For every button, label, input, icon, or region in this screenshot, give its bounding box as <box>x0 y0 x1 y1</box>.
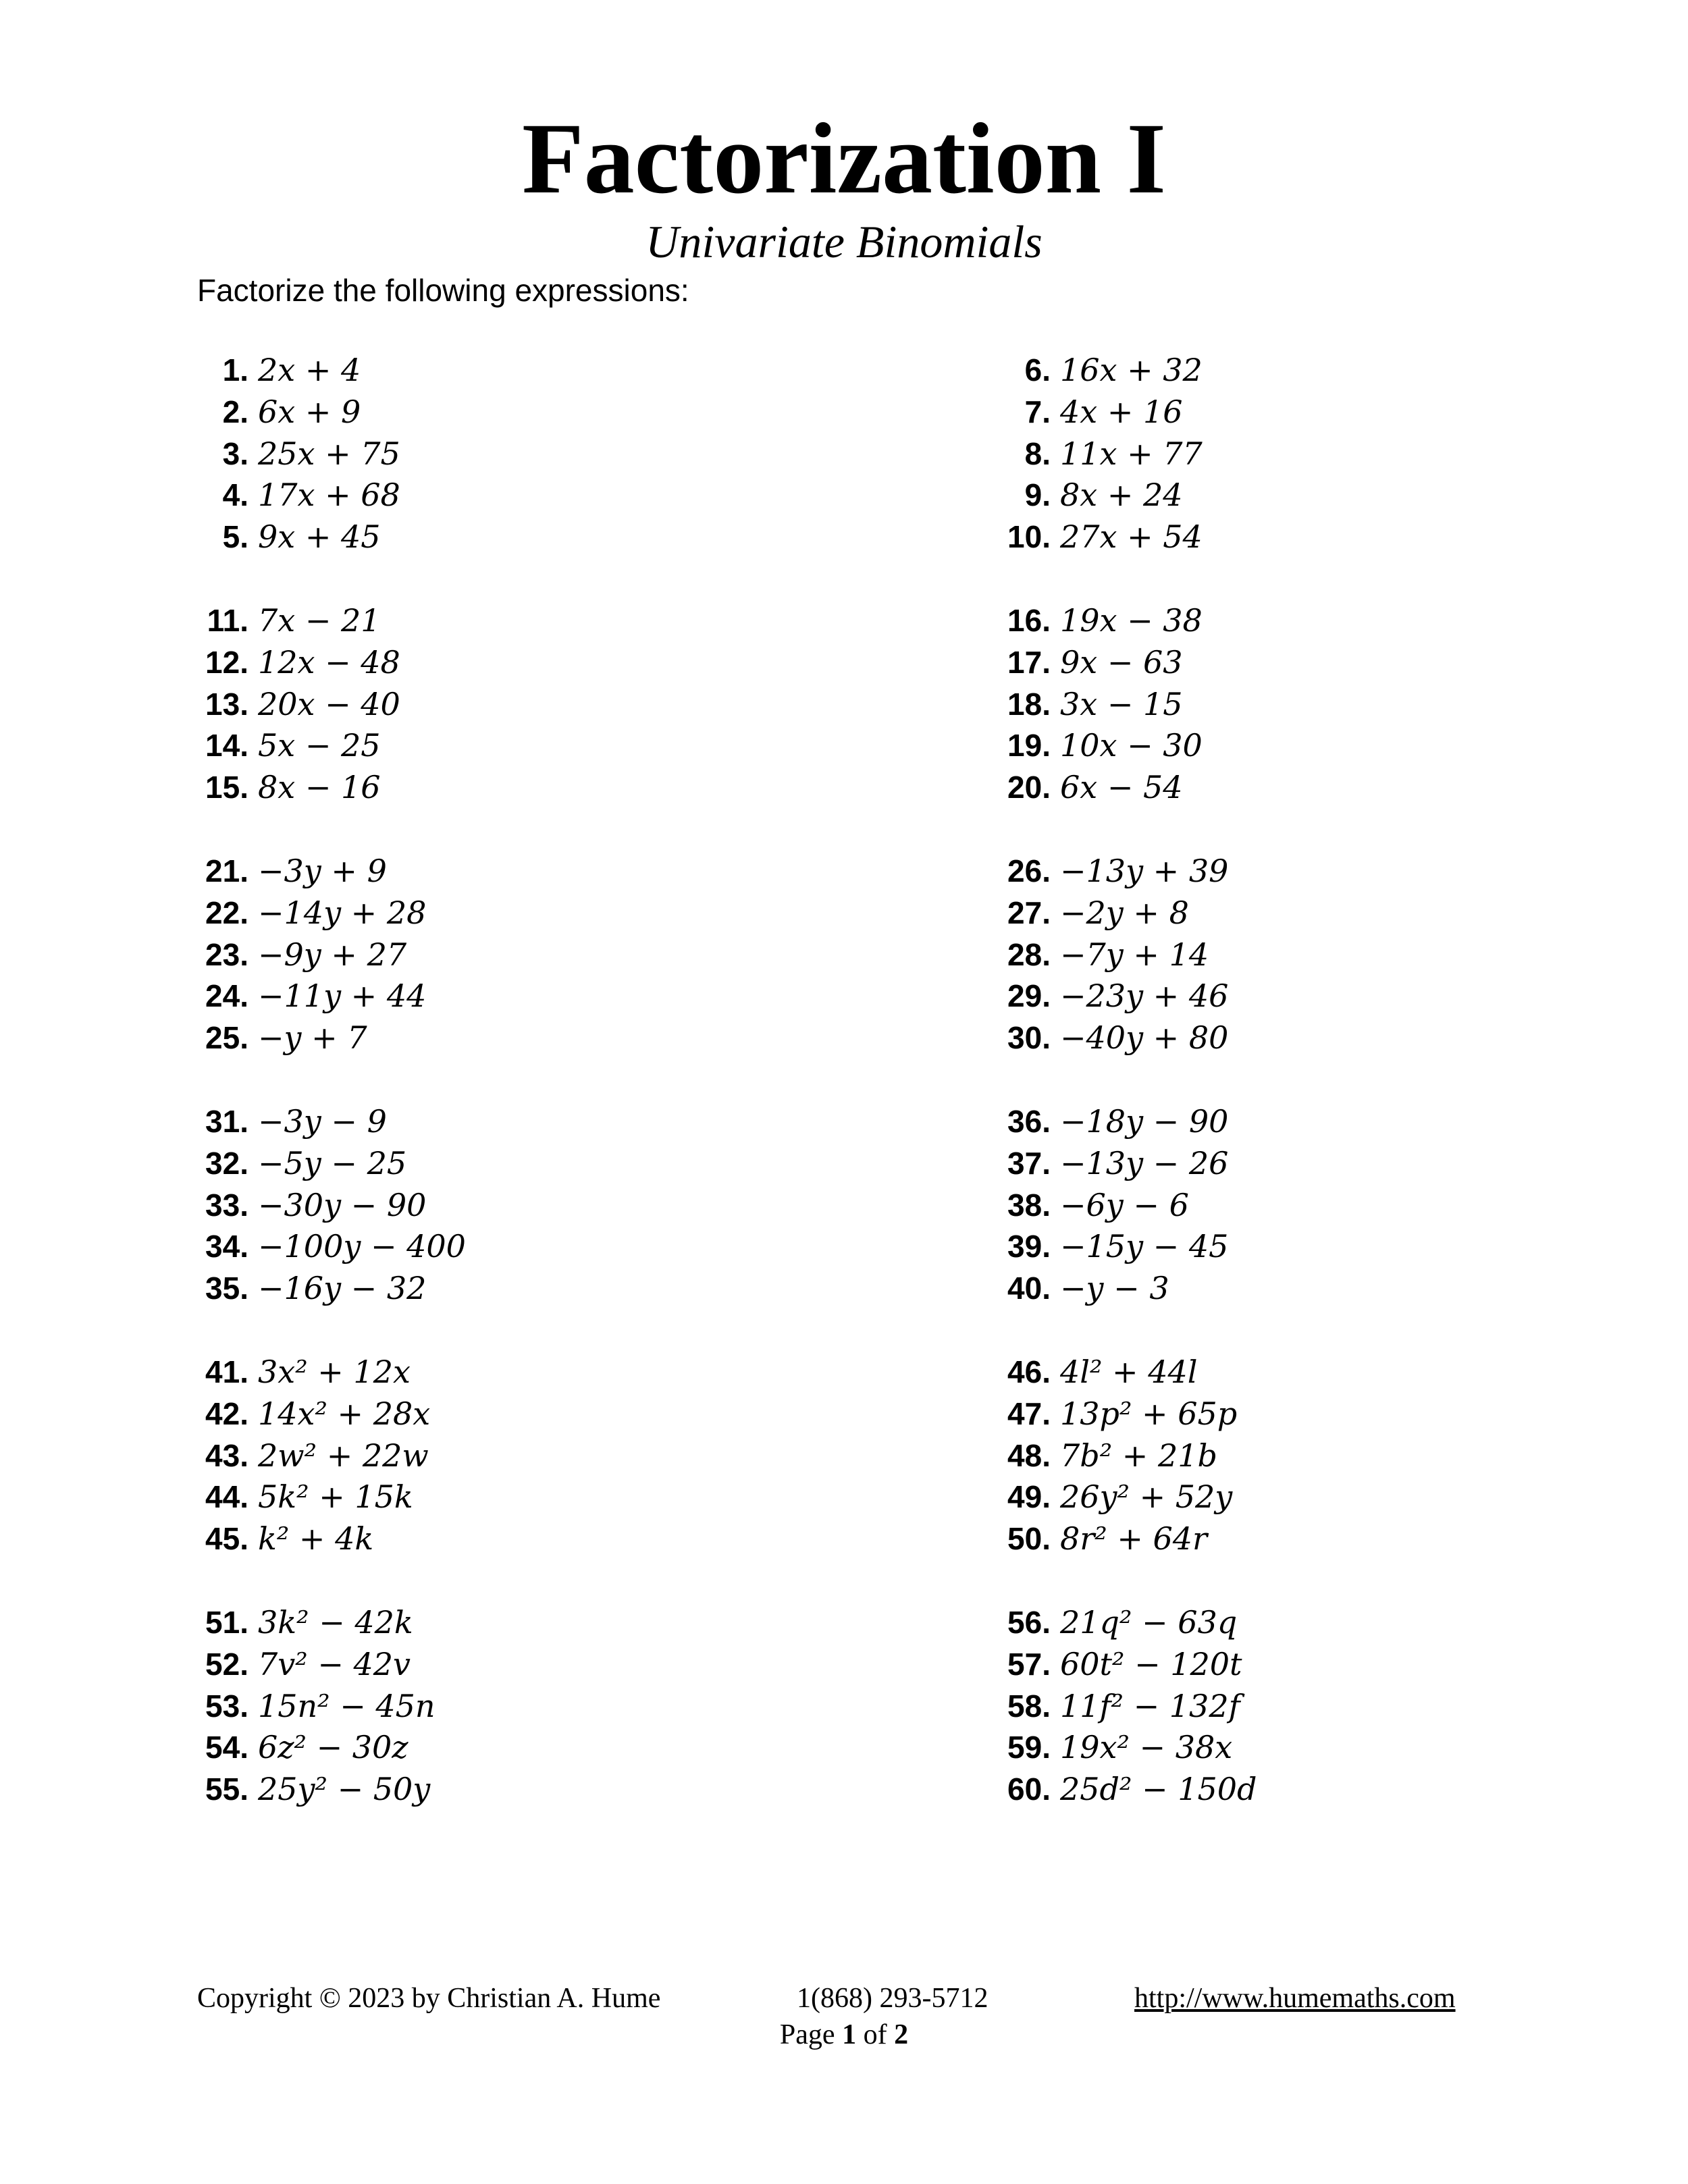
problem-number: 48. <box>1007 1437 1051 1473</box>
problem-number: 53. <box>205 1688 248 1724</box>
problem-expression: 6x − 54 <box>1060 769 1183 806</box>
problem-item <box>986 934 1593 976</box>
problem-number: 45. <box>205 1521 248 1557</box>
problem-number: 8. <box>1024 435 1051 471</box>
problem-item <box>197 767 805 809</box>
problem-number: 44. <box>205 1479 248 1515</box>
problem-item <box>197 350 805 392</box>
problem-group <box>197 350 805 558</box>
problem-number: 56. <box>1007 1604 1051 1640</box>
problem-item <box>197 1226 805 1268</box>
problem-item <box>197 976 805 1017</box>
problem-group <box>197 600 805 809</box>
problem-expression: 17x + 68 <box>258 477 400 514</box>
problem-expression: −y + 7 <box>258 1019 367 1057</box>
problem-expression: 12x − 48 <box>258 643 400 681</box>
left-problem-column <box>197 350 805 1853</box>
problem-item <box>197 1352 805 1393</box>
problem-number: 7. <box>1024 394 1051 429</box>
problem-number: 10. <box>1007 519 1051 555</box>
problem-item <box>197 725 805 767</box>
problem-expression: −13y + 39 <box>1060 852 1229 889</box>
problem-expression: −18y − 90 <box>1060 1102 1229 1140</box>
problem-group <box>197 851 805 1059</box>
problem-item <box>197 1602 805 1644</box>
problem-number: 5. <box>222 519 248 555</box>
problem-item <box>986 725 1593 767</box>
problem-expression: −14y + 28 <box>258 894 427 931</box>
page-number <box>0 2015 1688 2055</box>
problem-item <box>197 1769 805 1811</box>
problem-expression: 5x − 25 <box>258 727 381 764</box>
problem-expression: −23y + 46 <box>1060 978 1229 1015</box>
problem-item <box>986 1101 1593 1143</box>
problem-expression: −13y − 26 <box>1060 1144 1229 1181</box>
problem-expression: −9y + 27 <box>258 936 407 973</box>
problem-item <box>197 1727 805 1769</box>
phone-number: 1(868) 293-5712 <box>797 1983 988 2014</box>
problem-item <box>197 893 805 934</box>
problem-item <box>197 1518 805 1560</box>
problem-number: 26. <box>1007 853 1051 888</box>
problem-group <box>986 851 1593 1059</box>
problem-number: 27. <box>1007 895 1051 930</box>
problem-expression: 2w² + 22w <box>258 1437 429 1474</box>
problem-group <box>986 350 1593 558</box>
problem-expression: 21q² − 63q <box>1060 1603 1238 1641</box>
problem-item <box>986 767 1593 809</box>
problem-number: 9. <box>1024 477 1051 513</box>
problem-expression: 8x + 24 <box>1060 477 1183 514</box>
problem-number: 15. <box>205 770 248 805</box>
problem-number: 14. <box>205 728 248 764</box>
problem-number: 25. <box>205 1020 248 1056</box>
problem-number: 29. <box>1007 978 1051 1014</box>
problem-expression: 16x + 32 <box>1060 352 1203 388</box>
problem-item <box>197 684 805 726</box>
problem-expression: −7y + 14 <box>1060 936 1209 973</box>
problem-item <box>197 392 805 433</box>
problem-expression: 25d² − 150d <box>1060 1771 1257 1808</box>
problem-expression: 15n² − 45n <box>258 1687 436 1724</box>
problem-number: 13. <box>205 686 248 722</box>
problem-number: 32. <box>205 1145 248 1181</box>
problem-number: 54. <box>205 1730 248 1765</box>
problem-number: 2. <box>222 394 248 429</box>
problem-expression: 19x − 38 <box>1060 602 1203 639</box>
problem-item <box>986 1644 1593 1686</box>
problem-expression: −16y − 32 <box>258 1270 427 1307</box>
problem-item <box>986 851 1593 893</box>
problem-expression: 19x² − 38x <box>1060 1729 1233 1766</box>
problem-item <box>986 684 1593 726</box>
problem-item <box>197 1017 805 1059</box>
page-of: of <box>863 2019 887 2050</box>
problem-number: 20. <box>1007 770 1051 805</box>
problem-expression: −3y + 9 <box>258 852 387 889</box>
problem-expression: −30y − 90 <box>258 1186 427 1223</box>
problem-group <box>986 1352 1593 1560</box>
problem-number: 33. <box>205 1187 248 1223</box>
problem-item <box>197 642 805 684</box>
problem-group <box>986 600 1593 809</box>
problem-expression: −5y − 25 <box>258 1144 407 1181</box>
problem-expression: 7v² − 42v <box>258 1645 411 1682</box>
problem-expression: 5k² + 15k <box>258 1479 413 1516</box>
problem-number: 19. <box>1007 728 1051 764</box>
problem-item <box>197 600 805 642</box>
problem-number: 39. <box>1007 1229 1051 1264</box>
problem-number: 36. <box>1007 1103 1051 1139</box>
problem-expression: 8x − 16 <box>258 769 381 806</box>
problem-expression: −2y + 8 <box>1060 894 1189 931</box>
problem-expression: 10x − 30 <box>1060 727 1203 764</box>
problem-expression: 3x² + 12x <box>258 1353 411 1390</box>
problem-number: 47. <box>1007 1395 1051 1431</box>
problem-expression: 11x + 77 <box>1060 435 1203 472</box>
problem-number: 42. <box>205 1395 248 1431</box>
problem-item <box>986 350 1593 392</box>
problem-number: 3. <box>222 435 248 471</box>
problem-item <box>197 1393 805 1435</box>
problem-item <box>986 392 1593 433</box>
problem-item <box>986 1352 1593 1393</box>
problem-item <box>197 1143 805 1185</box>
problem-number: 17. <box>1007 644 1051 680</box>
problem-item <box>986 475 1593 516</box>
problem-number: 52. <box>205 1646 248 1682</box>
problem-item <box>986 1769 1593 1811</box>
problem-item <box>986 893 1593 934</box>
problem-expression: −40y + 80 <box>1060 1019 1229 1057</box>
problem-item <box>986 1226 1593 1268</box>
problem-item <box>197 1185 805 1227</box>
problem-number: 16. <box>1007 602 1051 638</box>
problem-item <box>986 976 1593 1017</box>
problem-number: 35. <box>205 1271 248 1306</box>
problem-expression: 27x + 54 <box>1060 518 1203 556</box>
problem-item <box>197 1644 805 1686</box>
problem-number: 24. <box>205 978 248 1014</box>
instructions: Factorize the following expressions: <box>197 273 689 308</box>
problem-number: 57. <box>1007 1646 1051 1682</box>
problem-item <box>986 642 1593 684</box>
problem-item <box>986 1727 1593 1769</box>
problem-expression: 7b² + 21b <box>1060 1437 1217 1474</box>
problem-number: 18. <box>1007 686 1051 722</box>
page-prefix: Page <box>779 2019 835 2050</box>
right-problem-column <box>986 350 1593 1853</box>
problem-expression: 8r² + 64r <box>1060 1520 1208 1557</box>
problem-expression: −11y + 44 <box>258 978 427 1015</box>
problem-expression: 9x − 63 <box>1060 643 1183 681</box>
problem-number: 37. <box>1007 1145 1051 1181</box>
problem-group <box>197 1101 805 1310</box>
problem-item <box>986 1602 1593 1644</box>
problem-expression: 20x − 40 <box>258 685 400 722</box>
problem-number: 1. <box>222 352 248 388</box>
problem-expression: 11f² − 132f <box>1060 1687 1240 1724</box>
problem-number: 34. <box>205 1229 248 1264</box>
problem-number: 21. <box>205 853 248 888</box>
problem-number: 51. <box>205 1604 248 1640</box>
problem-item <box>986 1185 1593 1227</box>
problem-item <box>986 1143 1593 1185</box>
problem-item <box>197 1435 805 1477</box>
problem-number: 49. <box>1007 1479 1051 1515</box>
problem-item <box>197 1476 805 1518</box>
problem-item <box>986 1268 1593 1310</box>
problem-expression: −15y − 45 <box>1060 1228 1229 1265</box>
website-link[interactable]: http://www.humemaths.com <box>1134 1983 1456 2014</box>
problem-item <box>986 1017 1593 1059</box>
page-title: Factorization I <box>522 103 1166 215</box>
problem-number: 30. <box>1007 1020 1051 1056</box>
problem-number: 58. <box>1007 1688 1051 1724</box>
problem-group <box>986 1602 1593 1811</box>
problem-item <box>197 433 805 475</box>
problem-number: 59. <box>1007 1730 1051 1765</box>
page-current: 1 <box>842 2019 857 2050</box>
problem-item <box>197 851 805 893</box>
problem-item <box>986 433 1593 475</box>
problem-expression: 6x + 9 <box>258 393 361 430</box>
problem-expression: 60t² − 120t <box>1060 1645 1242 1682</box>
problem-item <box>986 1686 1593 1728</box>
problem-number: 11. <box>207 602 248 638</box>
problem-item <box>986 1518 1593 1560</box>
problem-expression: 4x + 16 <box>1060 393 1183 430</box>
problem-item <box>986 516 1593 558</box>
problem-number: 6. <box>1024 352 1051 388</box>
problem-item <box>197 1268 805 1310</box>
problem-expression: 25x + 75 <box>258 435 400 472</box>
problem-item <box>986 1476 1593 1518</box>
problem-number: 22. <box>205 895 248 930</box>
problem-number: 31. <box>205 1103 248 1139</box>
problem-expression: −6y − 6 <box>1060 1186 1189 1223</box>
page-subtitle: Univariate Binomials <box>645 216 1043 267</box>
problem-number: 4. <box>222 477 248 513</box>
problem-group <box>986 1101 1593 1310</box>
problem-expression: 6z² − 30z <box>258 1729 408 1766</box>
problem-number: 43. <box>205 1437 248 1473</box>
problem-expression: 7x − 21 <box>258 602 381 639</box>
problem-item <box>197 1101 805 1143</box>
problem-expression: −3y − 9 <box>258 1102 387 1140</box>
problem-item <box>986 600 1593 642</box>
problem-number: 41. <box>205 1354 248 1389</box>
problem-group <box>197 1352 805 1560</box>
problem-number: 50. <box>1007 1521 1051 1557</box>
problem-expression: 3x − 15 <box>1060 685 1183 722</box>
problem-expression: −y − 3 <box>1060 1270 1169 1307</box>
problem-item <box>197 516 805 558</box>
problem-number: 46. <box>1007 1354 1051 1389</box>
problem-expression: −100y − 400 <box>258 1228 466 1265</box>
page-total: 2 <box>894 2019 909 2050</box>
problem-item <box>197 475 805 516</box>
problem-number: 23. <box>205 936 248 972</box>
problem-expression: 13p² + 65p <box>1060 1395 1238 1432</box>
problem-expression: 9x + 45 <box>258 518 381 556</box>
problem-expression: 4l² + 44l <box>1060 1353 1198 1390</box>
problem-expression: k² + 4k <box>258 1520 374 1557</box>
problem-number: 60. <box>1007 1772 1051 1807</box>
problem-number: 28. <box>1007 936 1051 972</box>
problem-expression: 14x² + 28x <box>258 1395 431 1432</box>
problem-expression: 26y² + 52y <box>1060 1479 1233 1516</box>
problem-group <box>197 1602 805 1811</box>
problem-item <box>986 1393 1593 1435</box>
problem-number: 12. <box>205 644 248 680</box>
problem-item <box>197 934 805 976</box>
problem-item <box>197 1686 805 1728</box>
problem-expression: 2x + 4 <box>258 352 361 388</box>
copyright-notice: Copyright © 2023 by Christian A. Hume <box>197 1983 661 2014</box>
problem-number: 55. <box>205 1772 248 1807</box>
problem-expression: 3k² − 42k <box>258 1603 413 1641</box>
problem-expression: 25y² − 50y <box>258 1771 431 1808</box>
problem-number: 40. <box>1007 1271 1051 1306</box>
problem-number: 38. <box>1007 1187 1051 1223</box>
problem-item <box>986 1435 1593 1477</box>
